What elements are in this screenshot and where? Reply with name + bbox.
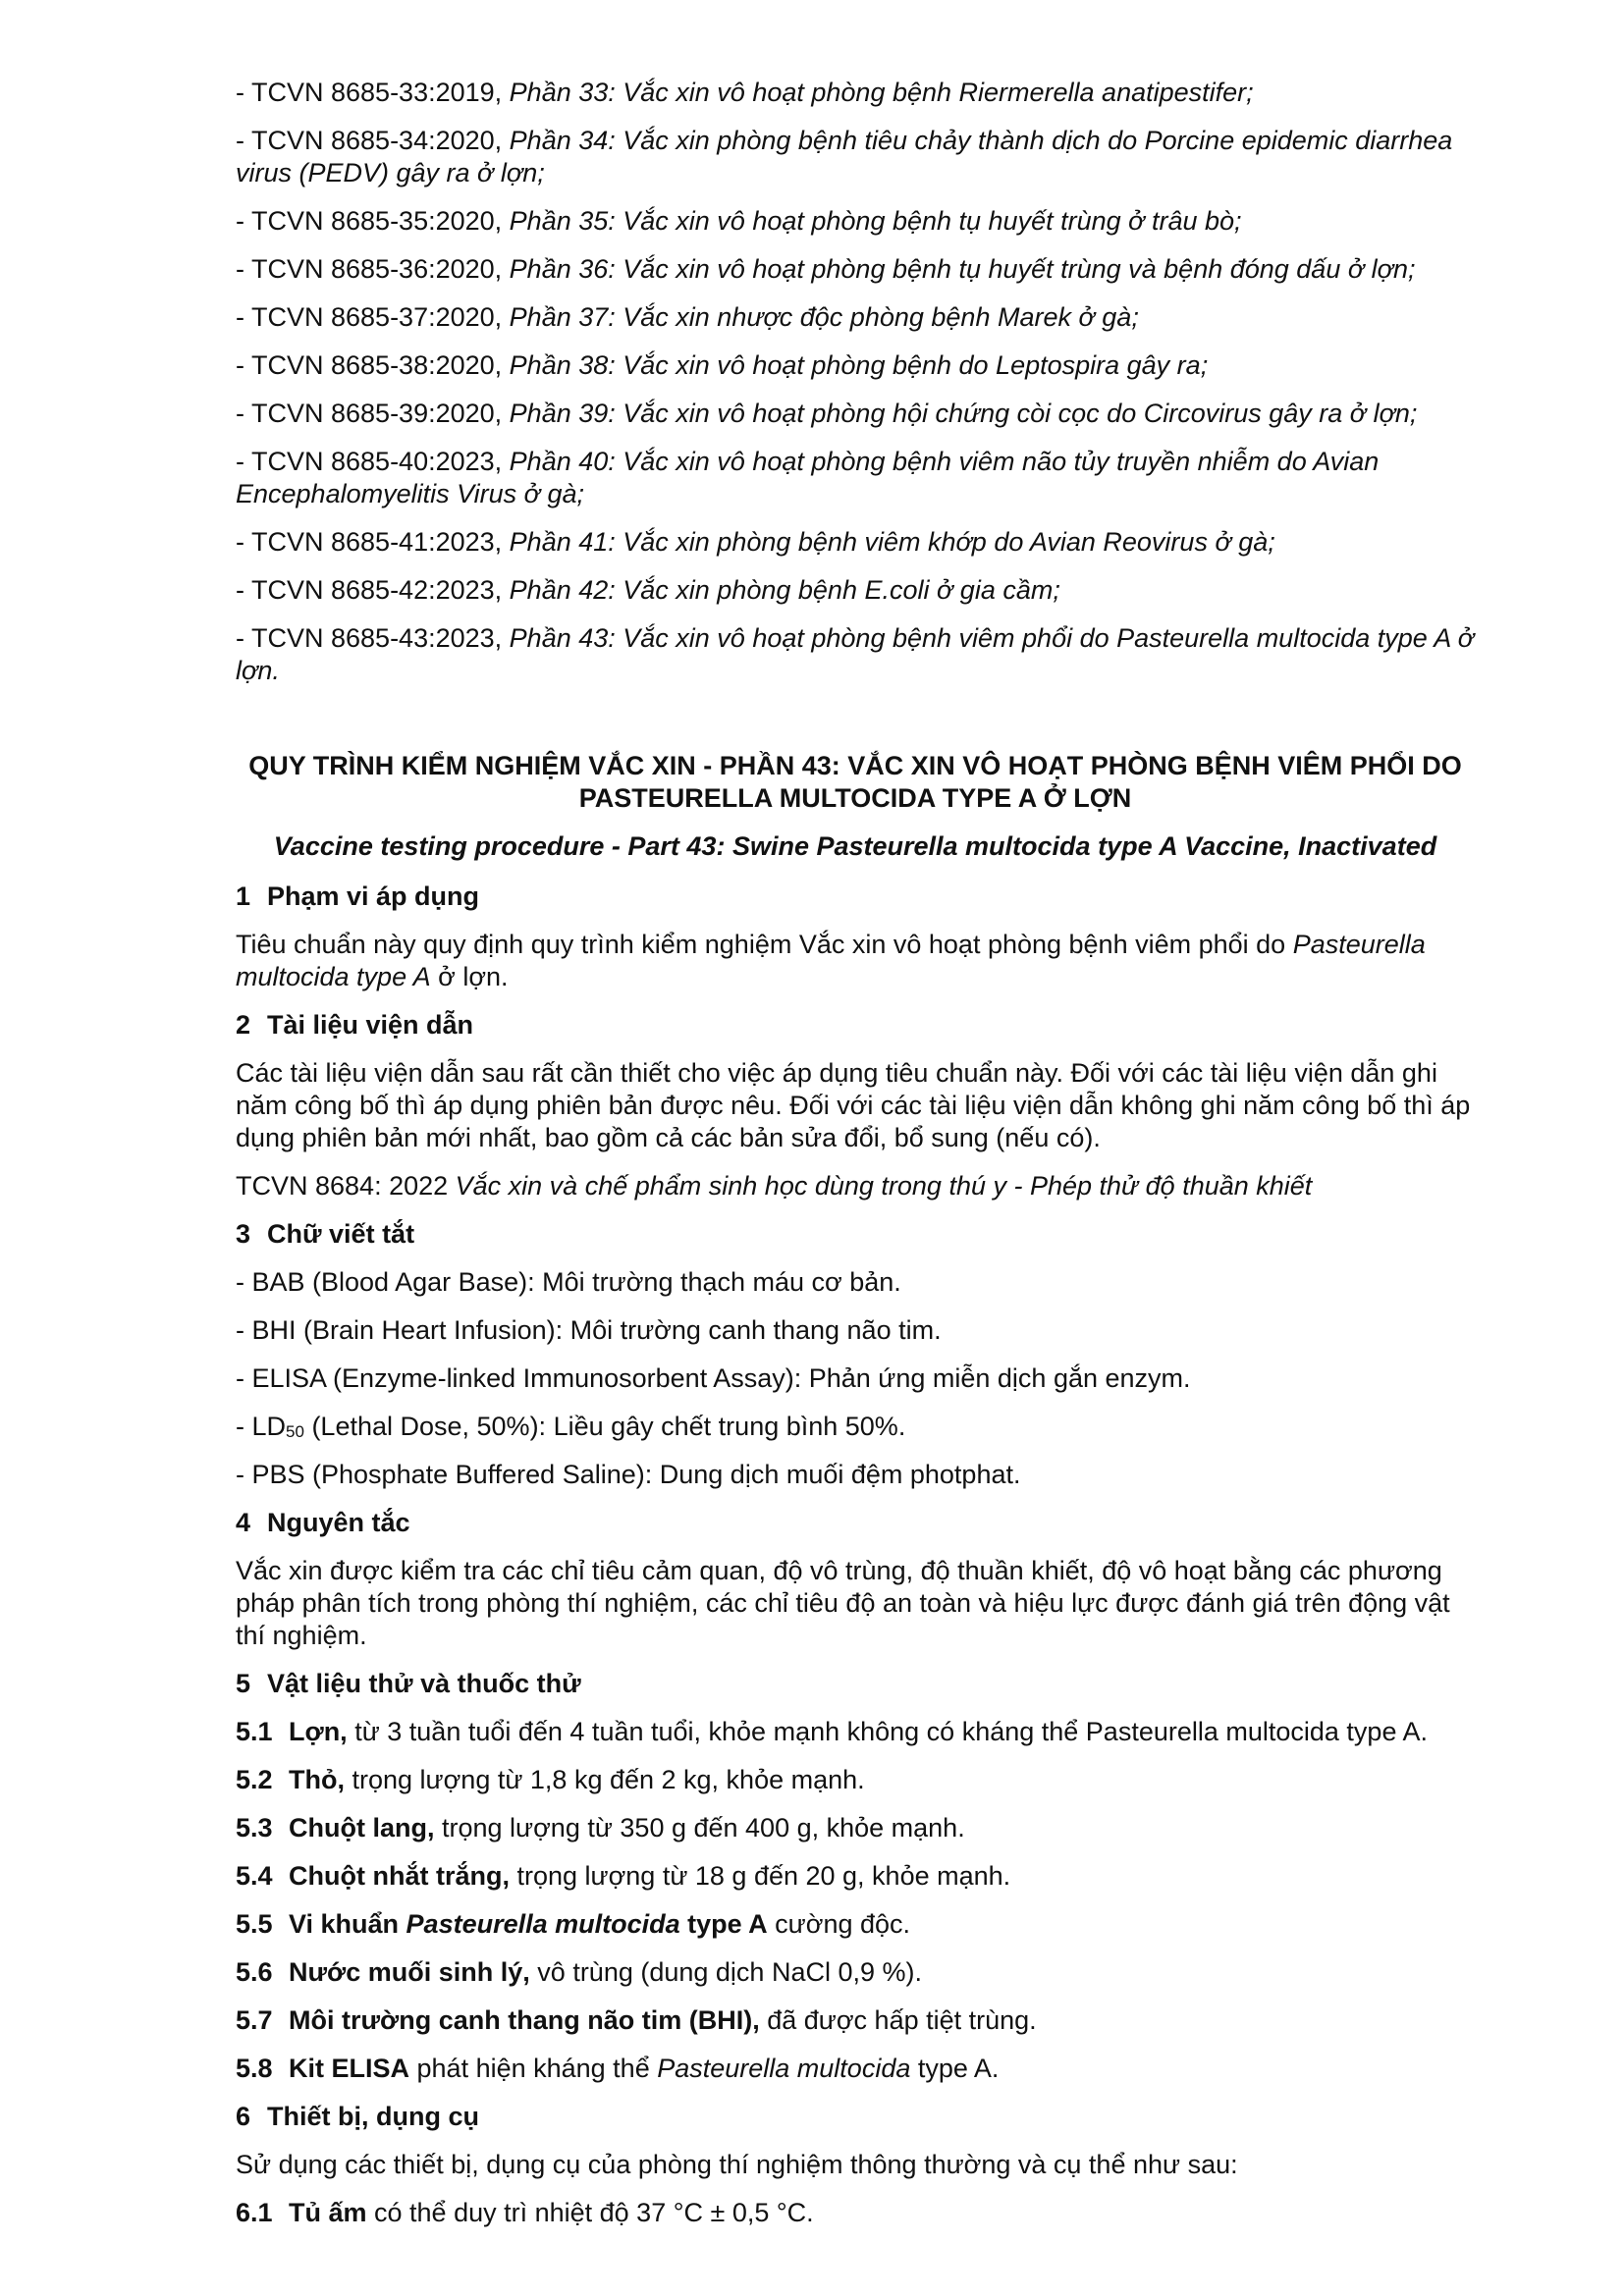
- section-heading-scope: 1 Phạm vi áp dụng: [236, 881, 480, 911]
- material-item: 5.1 Lợn, từ 3 tuần tuổi đến 4 tuần tuổi, khỏe mạnh không có kháng thể Pasteurella multocida type A.: [236, 1717, 1428, 1746]
- abbreviation-item: - BAB (Blood Agar Base): Môi trường thạch máu cơ bản.: [236, 1267, 901, 1297]
- reference-item: - TCVN 8685-36:2020, Phần 36: Vắc xin vô hoạt phòng bệnh tụ huyết trùng và bệnh đóng dấu ở lợn;: [236, 254, 1416, 284]
- reference-item: - TCVN 8685-43:2023, Phần 43: Vắc xin vô hoạt phòng bệnh viêm phổi do Pasteurella multocida type A ở lợn.: [236, 623, 1475, 685]
- document-page: [236, 77, 1475, 2245]
- section-heading-abbreviations: 3 Chữ viết tắt: [236, 1219, 415, 1249]
- material-item: 5.6 Nước muối sinh lý, vô trùng (dung dịch NaCl 0,9 %).: [236, 1957, 922, 1987]
- equipment-paragraph: Sử dụng các thiết bị, dụng cụ của phòng thí nghiệm thông thường và cụ thể như sau:: [236, 2150, 1238, 2179]
- reference-item: - TCVN 8685-35:2020, Phần 35: Vắc xin vô hoạt phòng bệnh tụ huyết trùng ở trâu bò;: [236, 206, 1242, 236]
- reference-item: - TCVN 8685-40:2023, Phần 40: Vắc xin vô hoạt phòng bệnh viêm não tủy truyền nhiễm do Avian Encephalomyelitis Virus ở gà;: [236, 447, 1380, 508]
- section-heading-equipment: 6 Thiết bị, dụng cụ: [236, 2102, 479, 2131]
- reference-item: - TCVN 8685-33:2019, Phần 33: Vắc xin vô hoạt phòng bệnh Riermerella anatipestifer;: [236, 78, 1254, 107]
- abbreviation-item: - $LD_{50}$ (Lethal Dose, 50%): Liều gây chết trung bình 50%.: [236, 1412, 906, 1441]
- material-item: 5.8 Kit ELISA phát hiện kháng thể Pasteurella multocida type A.: [236, 2054, 1000, 2083]
- reference-item: - TCVN 8685-34:2020, Phần 34: Vắc xin phòng bệnh tiêu chảy thành dịch do Porcine epidemic diarrhea virus (PEDV) gây ra ở lợn;: [236, 126, 1453, 187]
- material-item: 5.4 Chuột nhắt trắng, trọng lượng từ 18 g đến 20 g, khỏe mạnh.: [236, 1861, 1011, 1891]
- reference-list: [236, 77, 1475, 687]
- reference-item: - TCVN 8685-41:2023, Phần 41: Vắc xin phòng bệnh viêm khớp do Avian Reovirus ở gà;: [236, 527, 1275, 557]
- abbreviation-item: - PBS (Phosphate Buffered Saline): Dung dịch muối đệm photphat.: [236, 1460, 1021, 1489]
- reference-item: - TCVN 8685-39:2020, Phần 39: Vắc xin vô hoạt phòng hội chứng còi cọc do Circovirus gây ra ở lợn;: [236, 399, 1418, 428]
- material-item: 5.2 Thỏ, trọng lượng từ 1,8 kg đến 2 kg, khỏe mạnh.: [236, 1765, 865, 1794]
- section-heading-principle: 4 Nguyên tắc: [236, 1508, 410, 1537]
- material-item: 5.5 Vi khuẩn Pasteurella multocida type A cường độc.: [236, 1909, 911, 1939]
- reference-item: - TCVN 8685-42:2023, Phần 42: Vắc xin phòng bệnh E.coli ở gia cầm;: [236, 575, 1060, 605]
- normative-references-paragraph: Các tài liệu viện dẫn sau rất cần thiết cho việc áp dụng tiêu chuẩn này. Đối với các tài liệu viện dẫn ghi năm công bố thì áp dụng phiên bản được nêu. Đối với các tài liệu viện dẫn không ghi năm công bố thì áp dụng phiên bản mới nhất, bao gồm cả các bản sửa đổi, bổ sung (nếu có).: [236, 1058, 1471, 1152]
- section-heading-materials: 5 Vật liệu thử và thuốc thử: [236, 1669, 581, 1698]
- reference-item: - TCVN 8685-38:2020, Phần 38: Vắc xin vô hoạt phòng bệnh do Leptospira gây ra;: [236, 350, 1209, 380]
- abbreviation-item: - BHI (Brain Heart Infusion): Môi trường canh thang não tim.: [236, 1315, 942, 1345]
- normative-reference-item: TCVN 8684: 2022 Vắc xin và chế phẩm sinh học dùng trong thú y - Phép thử độ thuần khiết: [236, 1171, 1313, 1201]
- section-heading-normative-references: 2 Tài liệu viện dẫn: [236, 1010, 474, 1040]
- scope-paragraph: Tiêu chuẩn này quy định quy trình kiểm nghiệm Vắc xin vô hoạt phòng bệnh viêm phổi do Pasteurella multocida type A ở lợn.: [236, 930, 1426, 991]
- document-title: QUY TRÌNH KIỂM NGHIỆM VẮC XIN - PHẦN 43: VẮC XIN VÔ HOẠT PHÒNG BỆNH VIÊM PHỔI DO PASTEURELLA MULTOCIDA TYPE A Ở LỢN: [248, 751, 1462, 813]
- material-item: 5.7 Môi trường canh thang não tim (BHI), đã được hấp tiệt trùng.: [236, 2005, 1037, 2035]
- document-subtitle: Vaccine testing procedure - Part 43: Swine Pasteurella multocida type A Vaccine, Inactivated: [273, 831, 1437, 861]
- principle-paragraph: Vắc xin được kiểm tra các chỉ tiêu cảm quan, độ vô trùng, độ thuần khiết, độ vô hoạt bằng các phương pháp phân tích trong phòng thí nghiệm, các chỉ tiêu độ an toàn và hiệu lực được đánh giá trên động vật thí nghiệm.: [236, 1556, 1450, 1650]
- material-item: 5.3 Chuột lang, trọng lượng từ 350 g đến 400 g, khỏe mạnh.: [236, 1813, 965, 1842]
- reference-item: - TCVN 8685-37:2020, Phần 37: Vắc xin nhược độc phòng bệnh Marek ở gà;: [236, 302, 1139, 332]
- equipment-item: 6.1 Tủ ấm có thể duy trì nhiệt độ 37 °C ± 0,5 °C.: [236, 2198, 814, 2227]
- abbreviation-item: - ELISA (Enzyme-linked Immunosorbent Assay): Phản ứng miễn dịch gắn enzym.: [236, 1363, 1191, 1393]
